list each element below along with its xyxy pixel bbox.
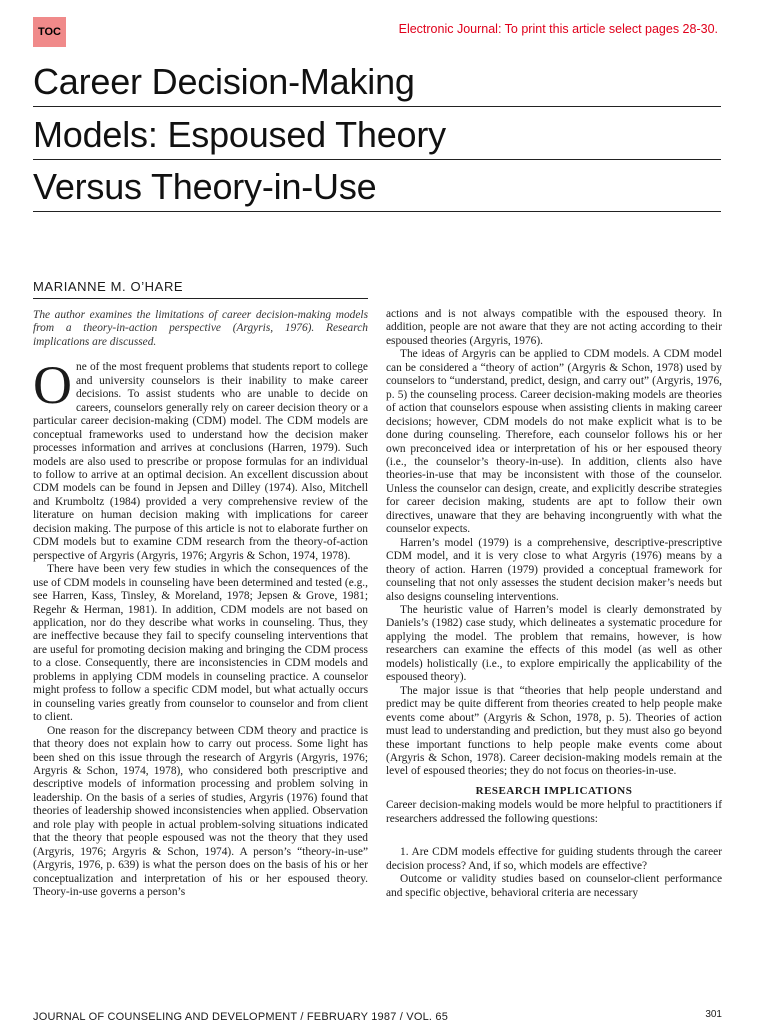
abstract: The author examines the limitations of career decision-making models from a theory-in-action perspective (Argyris, 1976). Research implications are discussed. xyxy=(33,309,368,348)
drop-cap: O xyxy=(33,355,72,416)
footer-page-number: 301 xyxy=(705,1009,722,1020)
body-paragraph-11: Outcome or validity studies based on counselor-client performance and specific objective, behavioral criteria are necessary xyxy=(386,873,722,899)
author-rule xyxy=(33,298,368,299)
body-paragraph-3: One reason for the discrepancy between CDM theory and practice is that theory does not explain how to carry out process. Some light has been shed on this issue through the research of Argyris (Argyris, 1976; Argyris & Schon, 1974, 1978), who considered both prescriptive and descriptive models of information processing and problem solving in leadership. On the basis of a series of studies, Argyris (1976) found that theories of leadership showed inconsistencies when applied. Observation and role play with people in actual problem-solving situations indicated that the theory that people espoused was not the theory that they used (Argyris, 1976; Argyris & Schon, 1974). A person’s “theory-in-use” (Argyris, 1976, p. 639) is what the person does on the basis of his or her conceptualization and interpretation of his or her espoused theory. Theory-in-use governs a person’s xyxy=(33,724,368,899)
right-column xyxy=(386,308,722,900)
left-column xyxy=(33,309,368,899)
title-rule-3 xyxy=(33,211,721,212)
body-paragraph-9: Career decision-making models would be more helpful to practitioners if researchers addressed the following questions: xyxy=(386,799,722,825)
title-line-2: Models: Espoused Theory xyxy=(33,114,446,155)
body-paragraph-8: The major issue is that “theories that help people understand and predict may be quite different from theories created to help people make events come about” (Argyris & Schon, 1978, p. 5). Theories of action must lead to understanding and prediction, but they must also go beyond these important functions to help people make events come about (Argyris & Schon, 1978). Career decision-making models remain at the level of espoused theories; they do not focus on theories-in-use. xyxy=(386,684,722,778)
body-paragraph-5: The ideas of Argyris can be applied to CDM models. A CDM model can be considered a “theory of action” (Argyris & Schon, 1978) used by counselors to “understand, predict, design, and carry out” (Argyris, 1976, p. 5) the counseling process. Career decision-making models are theories of action that counselors espouse when assisting clients in making career decisions; however, CDM models do not make explicit what is to be done during counseling. Therefore, each counselor follows his or her own preconceived idea or interpretation of his or her espoused theory (i.e., the counselor’s theory-in-use). In addition, clients also have theories-in-use that may be inconsistent with those of the counselor. Unless the counselor can design, create, and explicitly describe strategies for career decision making, students are apt to follow their own directives, unaware that they are behaving incongruently with what the counselor expects. xyxy=(386,348,722,536)
footer-journal-citation: JOURNAL OF COUNSELING AND DEVELOPMENT / FEBRUARY 1987 / VOL. 65 xyxy=(33,1011,449,1023)
body-paragraph-4: actions and is not always compatible with the espoused theory. In addition, people are not aware that they are not acting according to their espoused theories (Argyris, 1976). xyxy=(386,308,722,347)
body-paragraph-1-text: ne of the most frequent problems that students report to college and university counselors is their inability to make career decisions. To assist students who are unable to decide on careers, counselors generally rely on career decision theory or a particular career decision-making (CDM) model. The CDM models are conceptual frameworks used to understand how the decision maker processes information and arrives at conclusions (Harren, 1979). Such models are also used to prescribe or propose formulas for an individual to follow to arrive at an optimal decision. An excellent discussion about CDM models can be found in Jepsen and Dilley (1974). Also, Mitchell and Krumboltz (1984) provided a very comprehensive review of the literature on human decision making with implications for career decision making. The purpose of this article is not to elaborate further on CDM models but to examine CDM research from the theory-of-action perspective of Argyris (Argyris, 1976; Argyris & Schon, 1974, 1978). xyxy=(33,361,368,562)
body-paragraph-1 xyxy=(33,355,368,563)
toc-button[interactable]: TOC xyxy=(33,17,66,47)
title-rule-2 xyxy=(33,159,721,160)
title-line-1: Career Decision-Making xyxy=(33,61,415,102)
body-paragraph-2: There have been very few studies in which the consequences of the use of CDM models in counseling have been determined and tested (e.g., see Harren, Kass, Tinsley, & Moreland, 1978; Jepsen & Grove, 1981; Regehr & Herman, 1981). In addition, CDM models are not based on application, nor do they describe what works in counseling. Thus, they are ineffective because they fail to specify counseling interventions that are useful for promoting decision making and bringing the CDM process to a close. Consequently, there are inconsistencies in CDM models and problems in applying CDM models in counseling practice. A counselor might profess to follow a specific CDM model, but what actually occurs in counseling varies greatly from counselor to counselor and from client to client. xyxy=(33,563,368,724)
author-name: MARIANNE M. O’HARE xyxy=(33,279,184,294)
print-instructions: Electronic Journal: To print this article select pages 28-30. xyxy=(398,22,718,36)
body-paragraph-10: 1. Are CDM models effective for guiding students through the career decision process? And, if so, which models are effective? xyxy=(386,846,722,872)
title-rule-1 xyxy=(33,106,721,107)
body-paragraph-6: Harren’s model (1979) is a comprehensive, descriptive-prescriptive CDM model, and it is very close to what Argyris (1976) means by a theory of action. Harren (1979) provided a conceptual framework for counseling that not only assesses the student decision maker’s needs but also designs counseling interventions. xyxy=(386,536,722,603)
title-line-3: Versus Theory-in-Use xyxy=(33,166,377,207)
spacer xyxy=(386,826,722,846)
section-heading: RESEARCH IMPLICATIONS xyxy=(475,784,633,797)
body-paragraph-7: The heuristic value of Harren’s model is clearly demonstrated by Daniels’s (1982) case study, which delineates a systematic procedure for applying the model. The problem that remains, however, is how researchers can examine the effects of this model (as well as other models) holistically (i.e., to explore empirically the applicability of the espoused theory). xyxy=(386,603,722,684)
